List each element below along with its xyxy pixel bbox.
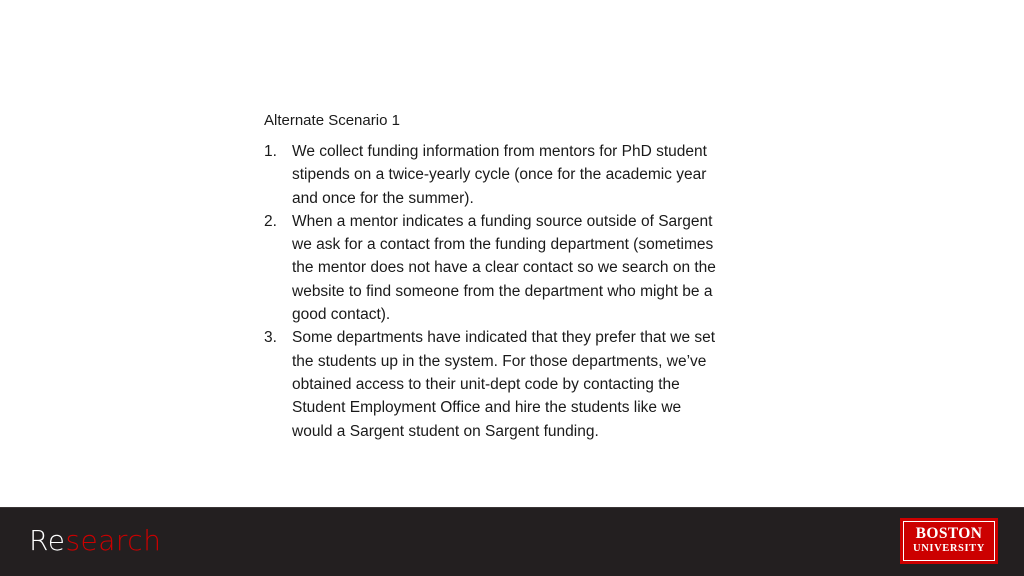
wordmark-part-re: Re: [29, 524, 66, 557]
slide-heading: Alternate Scenario 1: [264, 112, 400, 129]
logo-frame: [903, 521, 995, 561]
list-item: [264, 326, 764, 442]
list-item-line: the mentor does not have a clear contact so we search on the: [292, 259, 716, 277]
footer-divider: [0, 507, 1024, 508]
list-item-line: website to find someone from the department who might be a: [292, 282, 713, 300]
footer-bar: [0, 507, 1024, 576]
list-item-line: the students up in the system. For those departments, we’ve: [292, 352, 707, 370]
numbered-list: [264, 140, 764, 443]
list-item-line: we ask for a contact from the funding department (sometimes: [292, 236, 714, 254]
logo-line-boston: BOSTON: [915, 525, 983, 542]
list-item-line: Some departments have indicated that they prefer that we set: [292, 329, 716, 347]
research-wordmark: [29, 524, 161, 558]
list-item-line: stipends on a twice-yearly cycle (once for the academic year: [292, 166, 707, 184]
list-item-line: Student Employment Office and hire the students like we: [292, 399, 682, 417]
list-item-line: When a mentor indicates a funding source outside of Sargent: [292, 212, 713, 230]
list-item-line: and once for the summer).: [292, 189, 474, 207]
list-item-number: 2.: [264, 212, 277, 230]
list-item-line: obtained access to their unit-dept code by contacting the: [292, 375, 680, 393]
slide-body: [264, 110, 764, 443]
list-item-line: We collect funding information from mentors for PhD student: [292, 143, 707, 160]
boston-university-logo: [900, 518, 998, 564]
list-item: [264, 140, 764, 210]
logo-line-university: UNIVERSITY: [913, 543, 985, 554]
wordmark-part-search: search: [65, 524, 162, 557]
list-item-number: 1.: [264, 143, 277, 160]
list-item-line: would a Sargent student on Sargent funding.: [292, 422, 599, 440]
list-item-number: 3.: [264, 329, 277, 347]
list-item-line: good contact).: [292, 306, 391, 324]
list-item: [264, 210, 764, 326]
